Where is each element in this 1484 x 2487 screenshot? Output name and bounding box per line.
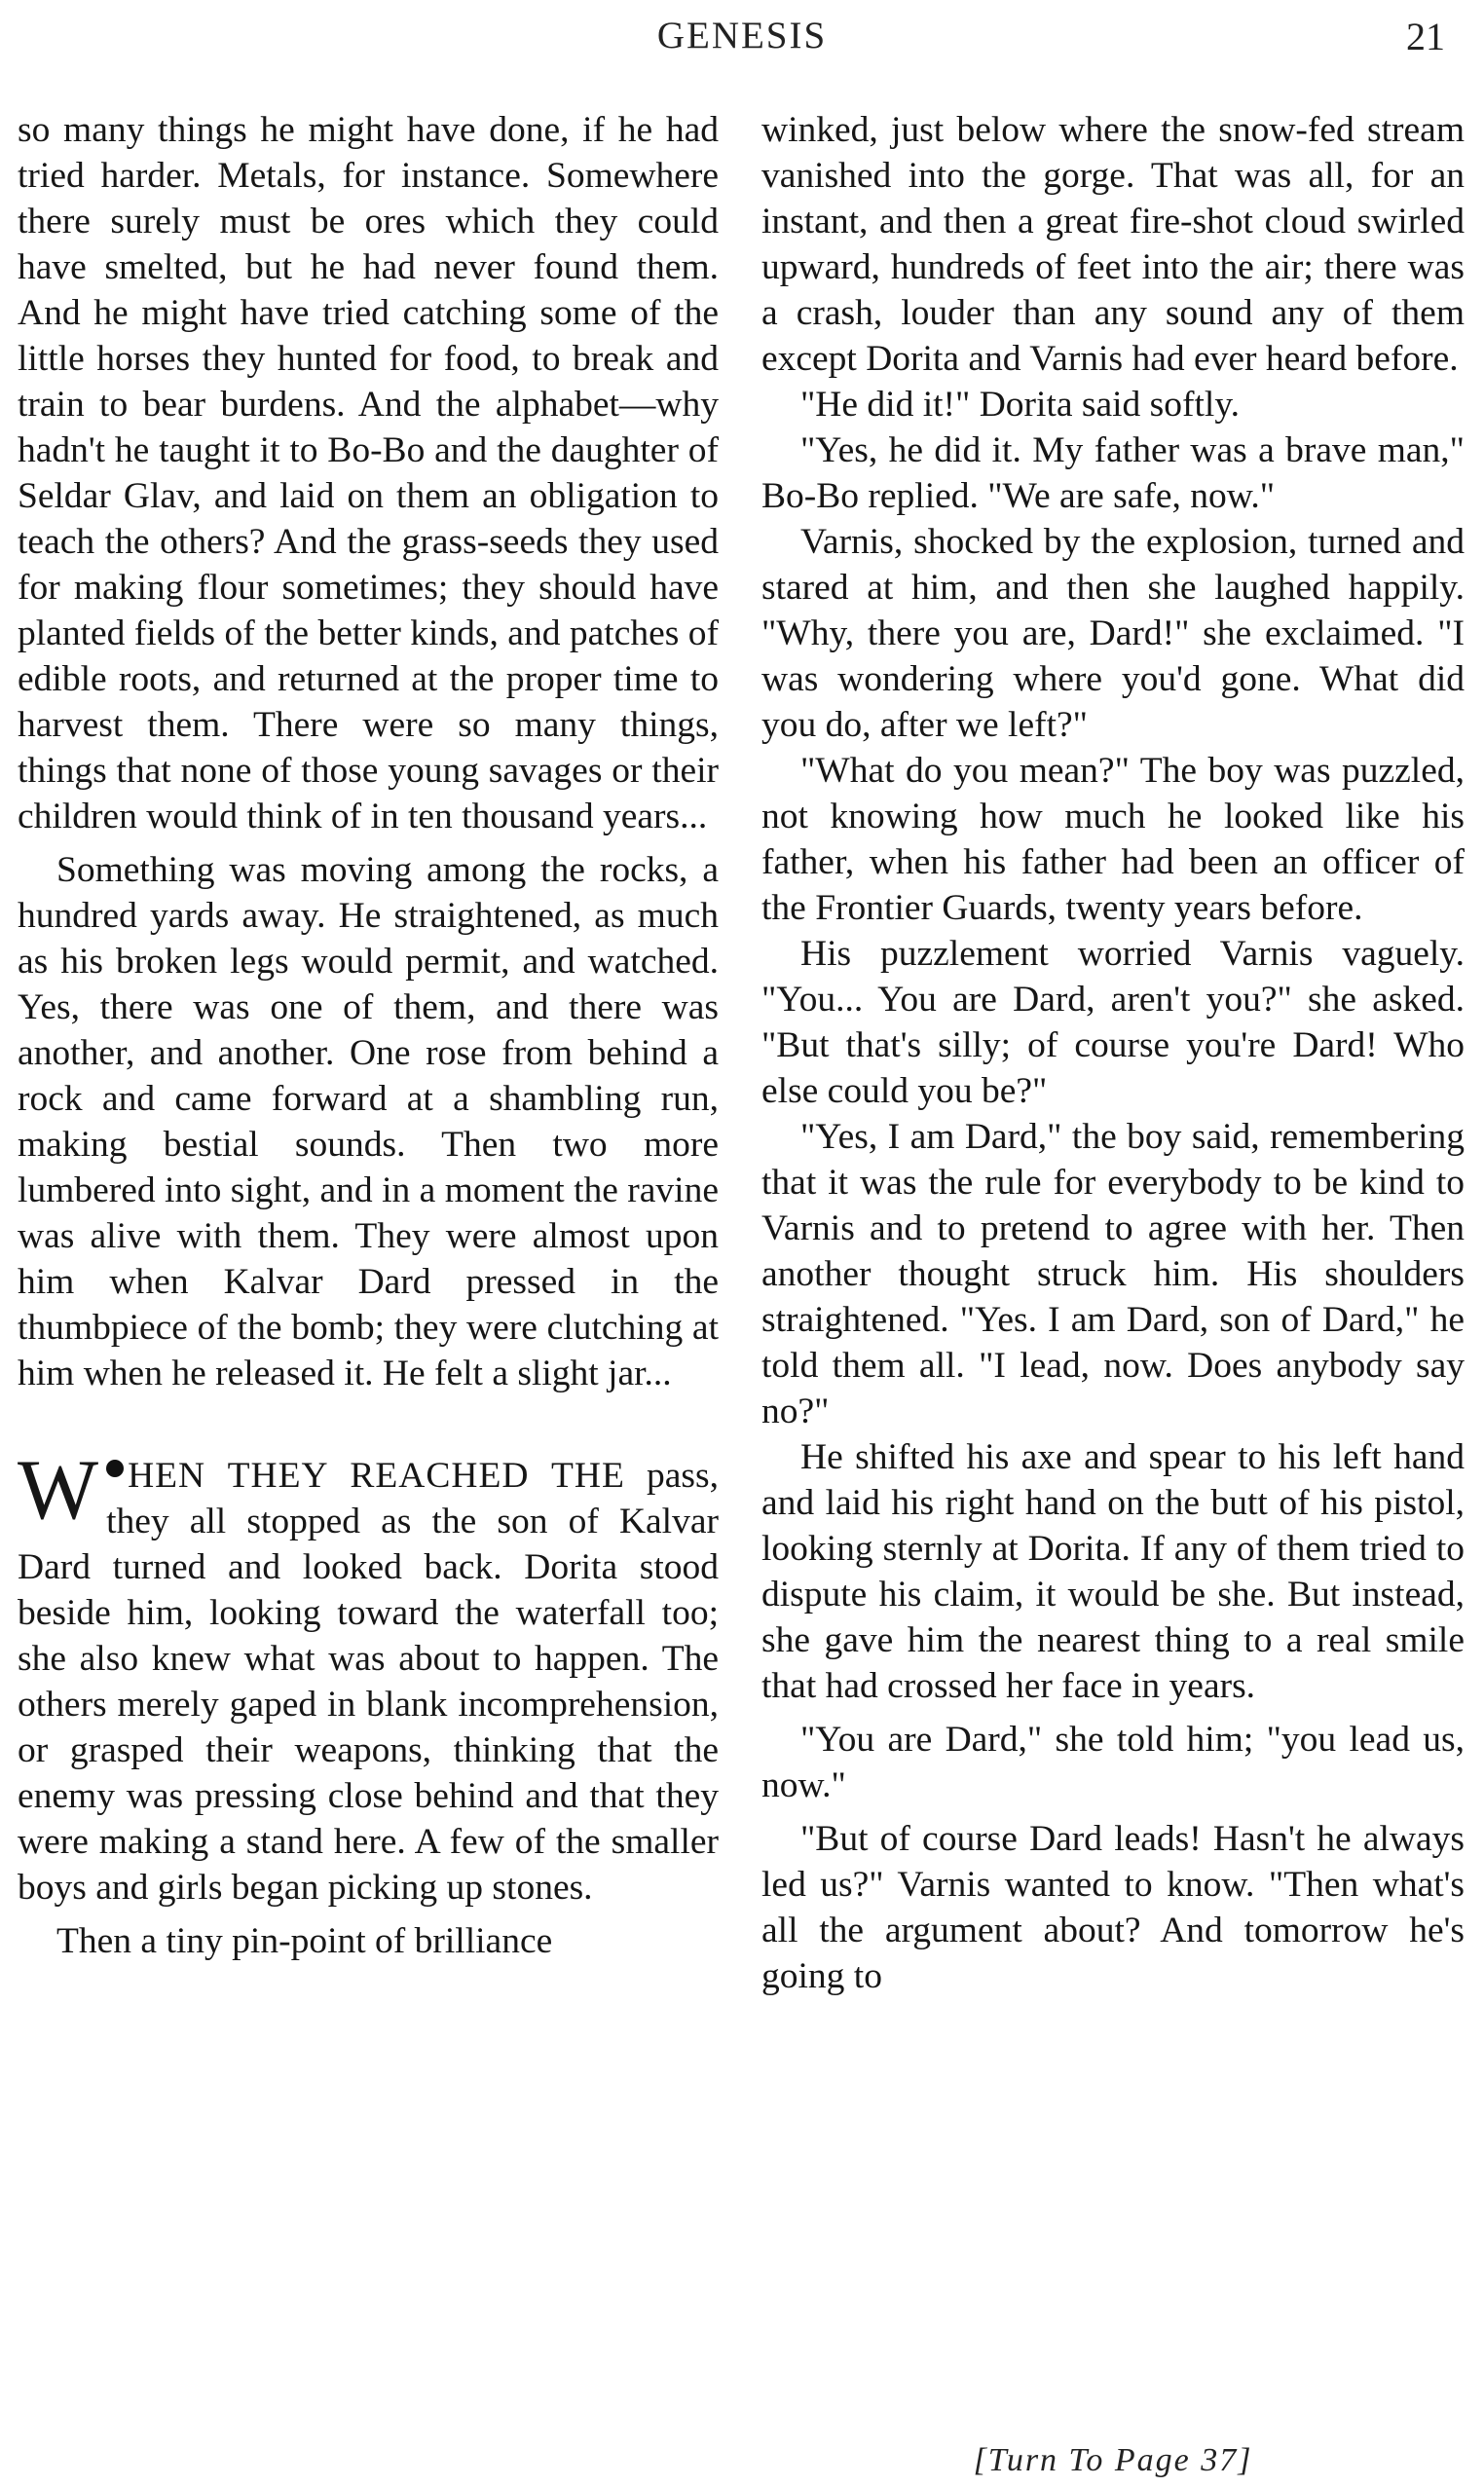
section-opener [18,1443,719,1964]
paragraph: Varnis, shocked by the explosion, turned and stared at him, and then she laughed happily. "Why, there you are, Dard!" she exclaimed. "I was wondering where you'd gone. What did you do, after we left?" [761,522,1465,745]
opener-caps: HEN THEY REACHED THE [128,1456,625,1496]
opener-text: pass, they all stopped as the son of Kalvar Dard turned and looked back. Dorita stood beside him, looking toward the waterfall too; she also knew what was about to happen. The others merely gaped in blank incomprehension, or grasped their weapons, thinking that the enemy was pressing close behind and that they were making a stand here. A few of the smaller boys and girls began picking up stones. [18,1456,719,1908]
right-column [761,107,1465,1999]
page-title: GENESIS [656,15,828,56]
paragraph: "He did it!" Dorita said softly. [800,385,1241,425]
paragraph: "Yes, I am Dard," the boy said, remembering that it was the rule for everybody to be kind to Varnis and to pretend to agree with her. Then another thought struck him. His shoulders straightened. "Yes. I am Dard, son of Dard," he told them all. "I lead, now. Does anybody say no?" [761,1117,1465,1431]
paragraph: winked, just below where the snow-fed stream vanished into the gorge. That was all, for an instant, and then a great fire-shot cloud swirled upward, hundreds of feet into the air; there was a crash, louder than any sound any of them except Dorita and Varnis had ever heard before. [761,110,1465,379]
continuation-text: [Turn To Page 37] [973,2442,1253,2478]
left-column [18,107,719,1964]
continuation-note [761,2442,1465,2479]
paragraph: "But of course Dard leads! Hasn't he always led us?" Varnis wanted to know. "Then what's all the argument about? And tomorrow he's going to [761,1819,1465,1996]
page-number: 21 [1406,15,1445,58]
drop-cap: W [18,1443,99,1538]
bullet-icon [106,1460,124,1477]
paragraph: Then a tiny pin-point of brilliance [56,1921,553,1961]
paragraph: so many things he might have done, if he had tried harder. Metals, for instance. Somewhere there surely must be ores which they could have smelted, but he had never found them. And he might have tried catching some of the little horses they hunted for food, to break and train to bear burdens. And the alphabet—why hadn't he taught it to Bo-Bo and the daughter of Seldar Glav, and laid on them an obligation to teach the others? And the grass-seeds they used for making flour sometimes; they should have planted fields of the better kinds, and patches of edible roots, and returned at the proper time to harvest them. There were so many things, things that none of those young savages or their children would think of in ten thousand years... [18,110,719,836]
paragraph: He shifted his axe and spear to his left hand and laid his right hand on the butt of his pistol, looking sternly at Dorita. If any of them tried to dispute his claim, it would be she. But instead, she gave him the nearest thing to a real smile that had crossed her face in years. [761,1437,1465,1706]
paragraph: His puzzlement worried Varnis vaguely. "You... You are Dard, aren't you?" she asked. "But that's silly; of course you're Dard! Who else could you be?" [761,934,1465,1111]
paragraph: "You are Dard," she told him; "you lead us, now." [761,1720,1465,1805]
paragraph: "Yes, he did it. My father was a brave man," Bo-Bo replied. "We are safe, now." [761,430,1465,516]
paragraph: Something was moving among the rocks, a hundred yards away. He straightened, as much as his broken legs would permit, and watched. Yes, there was one of them, and there was another, and another. One rose from behind a rock and came forward at a shambling run, making bestial sounds. Then two more lumbered into sight, and in a moment the ravine was alive with them. They were almost upon him when Kalvar Dard pressed in the thumbpiece of the bomb; they were clutching at him when he released it. He felt a slight jar... [18,850,719,1393]
running-header [0,14,1484,62]
paragraph: "What do you mean?" The boy was puzzled, not knowing how much he looked like his father, when his father had been an officer of the Frontier Guards, twenty years before. [761,751,1465,928]
